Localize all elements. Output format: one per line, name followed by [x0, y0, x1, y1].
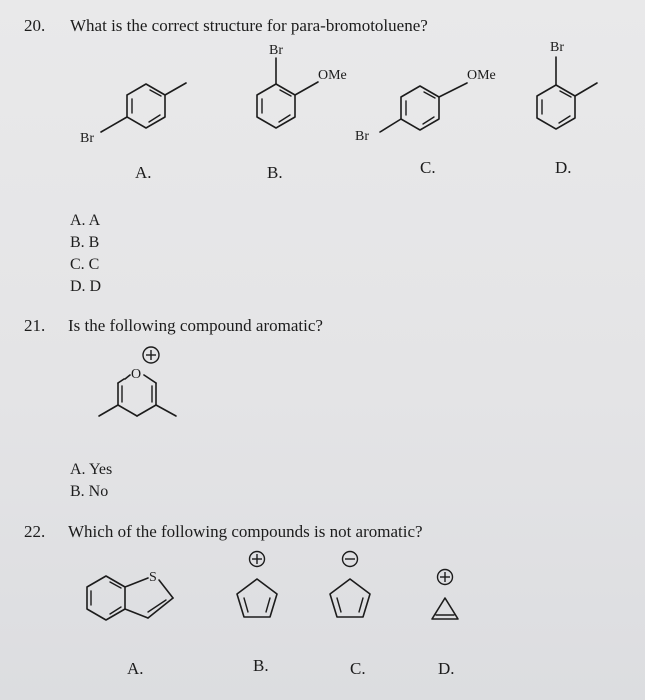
- positive-charge-icon: [143, 347, 159, 363]
- structure-22a: [87, 570, 173, 620]
- structure-22d: [432, 570, 458, 620]
- structure-20c: [355, 68, 496, 144]
- question-21-options: [70, 459, 112, 503]
- question-21-structure: [90, 340, 200, 435]
- label-22b: B.: [253, 656, 269, 675]
- label-20c: C.: [420, 158, 436, 177]
- structure-20a: [80, 83, 186, 146]
- br-label-20c: Br: [355, 129, 369, 144]
- question-22-structures: [70, 545, 480, 635]
- negative-charge-icon: [343, 552, 358, 567]
- structure-20d: [537, 40, 597, 129]
- ome-label-20c: OMe: [467, 68, 496, 83]
- option-20c[interactable]: C. C: [70, 256, 100, 273]
- question-22-number: 22.: [24, 522, 46, 541]
- label-20a: A.: [135, 163, 152, 182]
- option-20a[interactable]: A. A: [70, 212, 101, 229]
- positive-charge-icon: [250, 552, 265, 567]
- pyrylium-structure: [99, 347, 176, 416]
- ome-label-20b: OMe: [318, 68, 347, 83]
- sulfur-label: S: [149, 570, 157, 585]
- br-label-20b: Br: [269, 43, 283, 58]
- label-22d: D.: [438, 659, 455, 678]
- structure-22c: [330, 552, 370, 618]
- oxygen-label: O: [131, 367, 142, 382]
- label-20b: B.: [267, 163, 283, 182]
- question-21-text: Is the following compound aromatic?: [68, 316, 323, 335]
- question-22-text: Which of the following compounds is not aromatic?: [68, 522, 423, 541]
- option-21b[interactable]: B. No: [70, 483, 109, 500]
- br-label-20a: Br: [80, 131, 94, 146]
- structure-20b: [257, 43, 347, 128]
- structure-22b: [237, 552, 277, 618]
- question-20-options: [70, 210, 101, 298]
- label-22c: C.: [350, 659, 366, 678]
- positive-charge-icon: [438, 570, 453, 585]
- label-20d: D.: [555, 158, 572, 177]
- br-label-20d: Br: [550, 40, 564, 55]
- option-21a[interactable]: A. Yes: [70, 461, 113, 478]
- question-20-text: What is the correct structure for para-bromotoluene?: [70, 16, 428, 35]
- question-21-number: 21.: [24, 316, 46, 335]
- label-22a: A.: [127, 659, 144, 678]
- question-20-number: 20.: [24, 16, 46, 35]
- option-20b[interactable]: B. B: [70, 234, 100, 251]
- question-20-structures: [0, 36, 645, 146]
- option-20d[interactable]: D. D: [70, 278, 102, 295]
